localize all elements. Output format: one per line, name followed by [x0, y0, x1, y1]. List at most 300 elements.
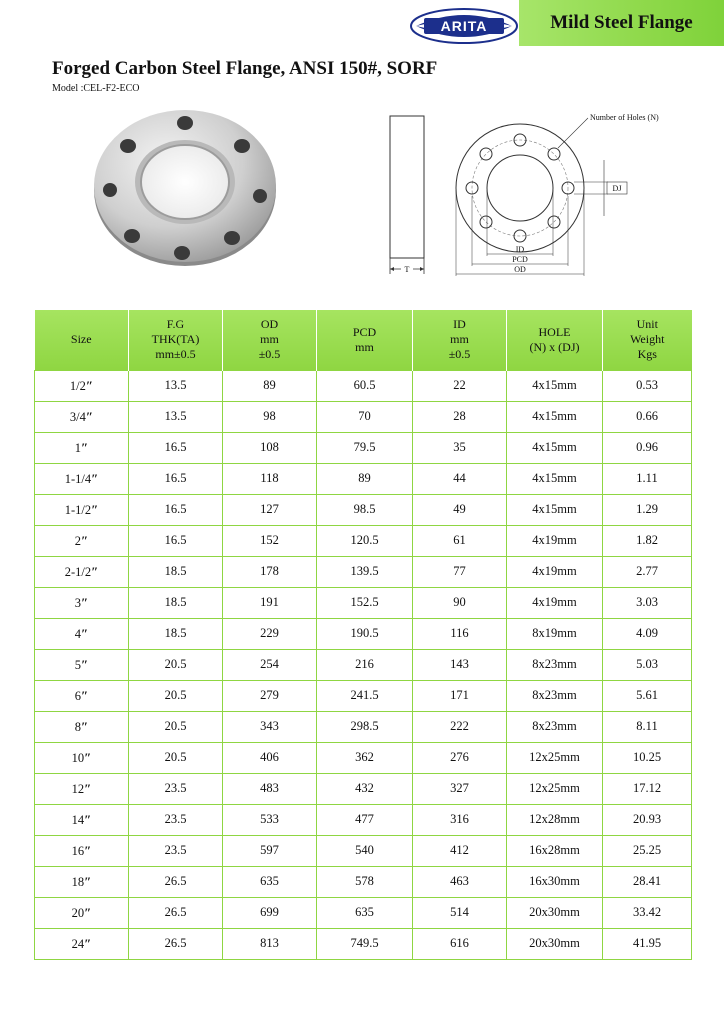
cell-value: 20.5 — [164, 750, 187, 764]
cell-value: 13.5 — [164, 409, 187, 423]
cell-value: 16.5 — [164, 502, 187, 516]
cell-od — [223, 866, 317, 897]
cell-value: 412 — [450, 843, 469, 857]
cell-thk — [129, 866, 223, 897]
cell-pcd — [317, 525, 413, 556]
inch-mark: ″ — [84, 873, 92, 889]
cell-value: 0.53 — [636, 378, 658, 392]
cell-value: 343 — [260, 719, 279, 733]
cell-pcd — [317, 742, 413, 773]
cell-id — [413, 649, 507, 680]
cell-hole — [507, 463, 603, 494]
cell-thk — [129, 494, 223, 525]
cell-thk — [129, 618, 223, 649]
cell-thk — [129, 928, 223, 959]
cell-od — [223, 680, 317, 711]
cell-weight — [603, 401, 692, 432]
header-id — [413, 310, 507, 370]
cell-hole — [507, 556, 603, 587]
header-hole — [507, 310, 603, 370]
cell-value: 1.11 — [636, 471, 658, 485]
cell-weight — [603, 711, 692, 742]
cell-value: 5 — [74, 657, 82, 672]
cell-value: 8x23mm — [532, 719, 577, 733]
cell-pcd — [317, 711, 413, 742]
header-line: ±0.5 — [448, 347, 471, 362]
cell-value: 23.5 — [164, 812, 187, 826]
cell-thk — [129, 742, 223, 773]
header-line: Size — [70, 332, 92, 347]
cell-weight — [603, 525, 692, 556]
cell-pcd — [317, 680, 413, 711]
cell-size — [35, 897, 129, 928]
holes-label: Number of Holes (N) — [590, 113, 659, 122]
cell-id — [413, 432, 507, 463]
cell-value: 222 — [450, 719, 469, 733]
cell-od — [223, 370, 317, 401]
table-row — [35, 401, 692, 432]
cell-value: 143 — [450, 657, 469, 671]
cell-value: 16x30mm — [529, 874, 580, 888]
cell-size — [35, 649, 129, 680]
cell-value: 0.66 — [636, 409, 658, 423]
cell-value: 26.5 — [164, 936, 187, 950]
cell-weight — [603, 556, 692, 587]
cell-od — [223, 587, 317, 618]
cell-value: 18.5 — [164, 564, 187, 578]
cell-value: 8 — [74, 719, 82, 734]
cell-pcd — [317, 401, 413, 432]
cell-value: 2 — [74, 533, 82, 548]
cell-value: 1-1/2 — [64, 502, 92, 517]
cell-thk — [129, 680, 223, 711]
cell-value: 20.5 — [164, 719, 187, 733]
cell-pcd — [317, 897, 413, 928]
cell-value: 597 — [260, 843, 279, 857]
cell-thk — [129, 463, 223, 494]
cell-value: 89 — [358, 471, 371, 485]
header-line: Unit — [636, 317, 658, 332]
cell-value: 24 — [71, 936, 85, 951]
cell-thk — [129, 897, 223, 928]
cell-value: 79.5 — [353, 440, 376, 454]
cell-value: 20.5 — [164, 688, 187, 702]
cell-weight — [603, 928, 692, 959]
cell-od — [223, 742, 317, 773]
cell-value: 25.25 — [632, 843, 662, 857]
cell-weight — [603, 835, 692, 866]
cell-id — [413, 401, 507, 432]
cell-size — [35, 401, 129, 432]
cell-value: 18 — [71, 874, 85, 889]
product-title: Forged Carbon Steel Flange, ANSI 150#, SORF — [52, 58, 438, 79]
cell-value: 635 — [260, 874, 279, 888]
cell-value: 4x19mm — [532, 533, 577, 547]
cell-weight — [603, 742, 692, 773]
inch-mark: ″ — [85, 377, 94, 393]
inch-mark: ″ — [91, 470, 99, 486]
cell-hole — [507, 928, 603, 959]
cell-value: 18.5 — [164, 626, 187, 640]
table-row — [35, 773, 692, 804]
cell-value: 28 — [453, 409, 466, 423]
cell-size — [35, 494, 129, 525]
cell-value: 127 — [260, 502, 279, 516]
cell-value: 316 — [450, 812, 469, 826]
cell-value: 116 — [450, 626, 469, 640]
table-header-row — [35, 310, 692, 370]
cell-size — [35, 742, 129, 773]
inch-mark: ″ — [84, 935, 92, 951]
inch-mark: ″ — [91, 501, 99, 517]
table-row — [35, 525, 692, 556]
header-line: Weight — [630, 332, 665, 347]
cell-pcd — [317, 432, 413, 463]
table-row — [35, 742, 692, 773]
cell-value: 16.5 — [164, 471, 187, 485]
cell-value: 4x15mm — [532, 409, 577, 423]
inch-mark: ″ — [84, 811, 92, 827]
cell-od — [223, 928, 317, 959]
cell-id — [413, 680, 507, 711]
cell-hole — [507, 649, 603, 680]
cell-value: 12 — [71, 781, 85, 796]
cell-value: 18.5 — [164, 595, 187, 609]
cell-weight — [603, 370, 692, 401]
inch-mark: ″ — [81, 718, 89, 734]
cell-value: 0.96 — [636, 440, 658, 454]
cell-size — [35, 711, 129, 742]
cell-thk — [129, 370, 223, 401]
cell-pcd — [317, 494, 413, 525]
cell-id — [413, 773, 507, 804]
cell-value: 26.5 — [164, 874, 187, 888]
cell-value: 12x25mm — [529, 750, 580, 764]
cell-value: 20 — [71, 905, 85, 920]
cell-size — [35, 773, 129, 804]
header-line: mm — [355, 339, 374, 354]
cell-value: 16.5 — [164, 533, 187, 547]
cell-value: 171 — [450, 688, 469, 702]
cell-value: 178 — [260, 564, 279, 578]
flange-front-diagram — [448, 100, 684, 290]
cell-thk — [129, 432, 223, 463]
cell-value: 533 — [260, 812, 279, 826]
cell-weight — [603, 804, 692, 835]
cell-hole — [507, 804, 603, 835]
cell-id — [413, 711, 507, 742]
cell-value: 28.41 — [632, 874, 662, 888]
header-line: OD — [260, 317, 279, 332]
header-weight — [603, 310, 692, 370]
table-body — [35, 370, 692, 959]
header-line: (N) x (DJ) — [529, 339, 580, 354]
cell-value: 98.5 — [353, 502, 376, 516]
cell-od — [223, 649, 317, 680]
cell-value: 152 — [260, 533, 279, 547]
cell-od — [223, 773, 317, 804]
cell-value: 406 — [260, 750, 279, 764]
cell-size — [35, 556, 129, 587]
cell-value: 120.5 — [350, 533, 379, 547]
cell-hole — [507, 711, 603, 742]
cell-value: 23.5 — [164, 843, 187, 857]
id-label: ID — [515, 245, 525, 254]
header-size — [35, 310, 129, 370]
cell-size — [35, 680, 129, 711]
cell-hole — [507, 494, 603, 525]
cell-value: 26.5 — [164, 905, 187, 919]
cell-value: 1/2 — [69, 378, 86, 393]
table-row — [35, 804, 692, 835]
cell-hole — [507, 401, 603, 432]
cell-hole — [507, 866, 603, 897]
cell-thk — [129, 401, 223, 432]
cell-value: 2.77 — [636, 564, 658, 578]
cell-weight — [603, 866, 692, 897]
cell-size — [35, 463, 129, 494]
header-line: ±0.5 — [258, 347, 281, 362]
cell-value: 3/4 — [69, 409, 86, 424]
cell-weight — [603, 680, 692, 711]
cell-value: 483 — [260, 781, 279, 795]
table-row — [35, 370, 692, 401]
cell-value: 191 — [260, 595, 279, 609]
cell-hole — [507, 587, 603, 618]
cell-value: 16 — [71, 843, 85, 858]
pcd-label: PCD — [512, 255, 528, 264]
cell-od — [223, 432, 317, 463]
header-line: mm±0.5 — [155, 347, 196, 362]
cell-value: 1 — [74, 440, 82, 455]
header-line: HOLE — [538, 324, 571, 339]
cell-value: 4x15mm — [532, 440, 577, 454]
cell-pcd — [317, 773, 413, 804]
cell-thk — [129, 649, 223, 680]
cell-weight — [603, 587, 692, 618]
inch-mark: ″ — [81, 656, 89, 672]
cell-size — [35, 866, 129, 897]
cell-weight — [603, 773, 692, 804]
cell-value: 4x15mm — [532, 471, 577, 485]
header-line: THK(TA) — [151, 332, 200, 347]
cell-hole — [507, 742, 603, 773]
cell-value: 813 — [260, 936, 279, 950]
table-row — [35, 587, 692, 618]
cell-hole — [507, 773, 603, 804]
cell-weight — [603, 618, 692, 649]
cell-value: 190.5 — [350, 626, 379, 640]
inch-mark: ″ — [84, 842, 92, 858]
cell-size — [35, 432, 129, 463]
cell-value: 5.61 — [636, 688, 658, 702]
cell-value: 98 — [263, 409, 276, 423]
table-row — [35, 494, 692, 525]
flange-photo — [92, 108, 278, 268]
cell-value: 4x19mm — [532, 595, 577, 609]
cell-value: 152.5 — [350, 595, 379, 609]
cell-od — [223, 835, 317, 866]
cell-value: 4.09 — [636, 626, 658, 640]
cell-value: 4x15mm — [532, 378, 577, 392]
cell-size — [35, 370, 129, 401]
cell-value: 3.03 — [636, 595, 658, 609]
brand-text: ARITA — [440, 18, 488, 34]
header-line: PCD — [352, 324, 377, 339]
cell-value: 22 — [453, 378, 466, 392]
cell-value: 3 — [74, 595, 82, 610]
inch-mark: ″ — [84, 780, 92, 796]
table-row — [35, 835, 692, 866]
cell-value: 1-1/4 — [64, 471, 92, 486]
cell-value: 1.82 — [636, 533, 658, 547]
cell-value: 254 — [260, 657, 279, 671]
cell-value: 540 — [355, 843, 374, 857]
cell-value: 276 — [450, 750, 469, 764]
cell-thk — [129, 773, 223, 804]
cell-od — [223, 463, 317, 494]
table-row — [35, 897, 692, 928]
cell-value: 60.5 — [353, 378, 376, 392]
cell-weight — [603, 897, 692, 928]
model-number: Model :CEL-F2-ECO — [52, 83, 140, 94]
cell-thk — [129, 556, 223, 587]
cell-value: 463 — [450, 874, 469, 888]
cell-value: 10 — [71, 750, 85, 765]
inch-mark: ″ — [81, 625, 89, 641]
table-row — [35, 432, 692, 463]
cell-size — [35, 587, 129, 618]
cell-hole — [507, 618, 603, 649]
cell-od — [223, 401, 317, 432]
cell-value: 23.5 — [164, 781, 187, 795]
cell-value: 44 — [453, 471, 466, 485]
cell-pcd — [317, 587, 413, 618]
inch-mark: ″ — [81, 439, 89, 455]
cell-value: 616 — [450, 936, 469, 950]
cell-weight — [603, 494, 692, 525]
cell-value: 749.5 — [350, 936, 379, 950]
cell-thk — [129, 835, 223, 866]
cell-value: 108 — [260, 440, 279, 454]
cell-pcd — [317, 804, 413, 835]
cell-od — [223, 525, 317, 556]
cell-hole — [507, 897, 603, 928]
cell-size — [35, 804, 129, 835]
cell-value: 4 — [74, 626, 82, 641]
cell-value: 33.42 — [632, 905, 662, 919]
cell-id — [413, 897, 507, 928]
cell-value: 432 — [355, 781, 374, 795]
cell-size — [35, 835, 129, 866]
cell-value: 477 — [355, 812, 374, 826]
cell-value: 118 — [260, 471, 279, 485]
cell-hole — [507, 525, 603, 556]
cell-value: 61 — [453, 533, 466, 547]
arita-logo — [410, 8, 518, 44]
inch-mark: ″ — [81, 687, 89, 703]
cell-hole — [507, 432, 603, 463]
cell-hole — [507, 835, 603, 866]
table-row — [35, 618, 692, 649]
table-row — [35, 866, 692, 897]
cell-value: 1.29 — [636, 502, 658, 516]
header-pcd — [317, 310, 413, 370]
cell-value: 298.5 — [350, 719, 379, 733]
cell-value: 8x23mm — [532, 657, 577, 671]
cell-value: 70 — [358, 409, 371, 423]
cell-value: 14 — [71, 812, 85, 827]
cell-value: 20x30mm — [529, 905, 580, 919]
thickness-label: T — [404, 265, 410, 274]
cell-hole — [507, 370, 603, 401]
cell-value: 514 — [450, 905, 469, 919]
cell-id — [413, 618, 507, 649]
cell-id — [413, 463, 507, 494]
cell-value: 578 — [355, 874, 374, 888]
cell-value: 5.03 — [636, 657, 658, 671]
cell-value: 229 — [260, 626, 279, 640]
cell-id — [413, 928, 507, 959]
cell-od — [223, 897, 317, 928]
cell-value: 241.5 — [350, 688, 379, 702]
cell-value: 16.5 — [164, 440, 187, 454]
cell-value: 89 — [263, 378, 276, 392]
cell-id — [413, 587, 507, 618]
cell-size — [35, 618, 129, 649]
cell-value: 49 — [453, 502, 466, 516]
header-od — [223, 310, 317, 370]
cell-value: 20.5 — [164, 657, 187, 671]
cell-thk — [129, 525, 223, 556]
cell-value: 216 — [355, 657, 374, 671]
cell-thk — [129, 587, 223, 618]
inch-mark: ″ — [84, 749, 92, 765]
cell-value: 8x19mm — [532, 626, 577, 640]
cell-pcd — [317, 370, 413, 401]
cell-value: 10.25 — [632, 750, 662, 764]
header-thickness — [129, 310, 223, 370]
cell-weight — [603, 463, 692, 494]
cell-hole — [507, 680, 603, 711]
cell-size — [35, 525, 129, 556]
cell-value: 16x28mm — [529, 843, 580, 857]
cell-pcd — [317, 866, 413, 897]
cell-id — [413, 742, 507, 773]
cell-value: 13.5 — [164, 378, 187, 392]
cell-id — [413, 494, 507, 525]
cell-value: 20x30mm — [529, 936, 580, 950]
cell-value: 8.11 — [636, 719, 658, 733]
dj-label: DJ — [612, 184, 622, 193]
cell-value: 41.95 — [632, 936, 662, 950]
cell-id — [413, 525, 507, 556]
cell-pcd — [317, 928, 413, 959]
cell-value: 362 — [355, 750, 374, 764]
cell-value: 90 — [453, 595, 466, 609]
cell-id — [413, 835, 507, 866]
cell-pcd — [317, 835, 413, 866]
table-row — [35, 556, 692, 587]
cell-thk — [129, 804, 223, 835]
cell-value: 279 — [260, 688, 279, 702]
cell-value: 12x28mm — [529, 812, 580, 826]
inch-mark: ″ — [84, 904, 92, 920]
header-line: mm — [260, 332, 279, 347]
cell-value: 8x23mm — [532, 688, 577, 702]
header-line: Kgs — [637, 347, 657, 362]
cell-od — [223, 494, 317, 525]
